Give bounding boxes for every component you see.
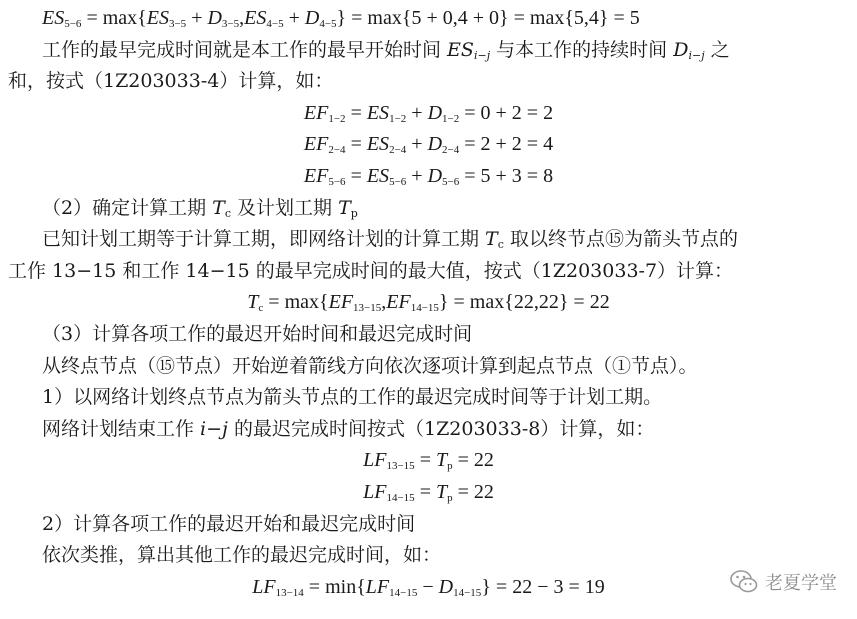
formula-line: $LF_{14-15} = T_p = 22$ bbox=[363, 481, 494, 504]
formula-line: $EF_{2-4} = ES_{2-4} + D_{2-4} = 2 + 2 = 4$ bbox=[303, 133, 554, 157]
wechat-icon bbox=[729, 569, 759, 595]
watermark bbox=[729, 568, 837, 596]
text-line: 从终点节点（⑮节点）开始逆着箭线方向依次逐项计算到起点节点（①节点）。 bbox=[42, 354, 698, 377]
text-line: 依次类推，算出其他工作的最迟完成时间，如： bbox=[42, 544, 442, 567]
text-line: 和，按式（1Z203033-4）计算，如： bbox=[8, 70, 334, 93]
formula-line: $EF_{1-2} = ES_{1-2} + D_{1-2} = 0 + 2 = 2$ bbox=[303, 101, 554, 125]
watermark-text: 老夏学堂 bbox=[765, 573, 837, 594]
text-line: 工作的最早完成时间就是本工作的最早开始时间 $ES_{i-j}$ 与本工作的持续时间 $D_{i-j}$ 之 bbox=[42, 38, 730, 62]
text-line: （2）确定计算工期 $T_c$ 及计划工期 $T_p$ bbox=[42, 196, 358, 220]
text-line: 1）以网络计划终点节点为箭头节点的工作的最迟完成时间等于计划工期。 bbox=[42, 386, 663, 409]
text-line: 2）计算各项工作的最迟开始和最迟完成时间 bbox=[42, 512, 416, 535]
formula-line: $ES_{5-6} = \max\{ES_{3-5} + D_{3-5},ES_{4-5} + D_{4-5}\} = \max\{5 + 0,4 + 0\} = \max\{5,4\} = 5$ bbox=[42, 7, 640, 30]
text-line: （3）计算各项工作的最迟开始时间和最迟完成时间 bbox=[42, 323, 473, 345]
formula-line: $T_c = \max\{EF_{13-15},EF_{14-15}\} = \max\{22,22\} = 22$ bbox=[247, 291, 610, 315]
formula-line: $LF_{13-14} = \min\{LF_{14-15} - D_{14-15}\} = 22 - 3 = 19$ bbox=[252, 575, 605, 599]
formula-line: $LF_{13-15} = T_p = 22$ bbox=[363, 449, 494, 473]
text-line: 网络计划结束工作 i−j 的最迟完成时间按式（1Z203033-8）计算，如： bbox=[42, 417, 655, 440]
text-line: 已知计划工期等于计算工期，即网络计划的计算工期 $T_c$ 取以终节点⑮为箭头节点的 bbox=[42, 228, 738, 252]
text-line: 工作 13−15 和工作 14−15 的最早完成时间的最大值，按式（1Z203033-7）计算： bbox=[8, 259, 734, 282]
formula-line: $EF_{5-6} = ES_{5-6} + D_{5-6} = 5 + 3 = 8$ bbox=[303, 165, 554, 188]
